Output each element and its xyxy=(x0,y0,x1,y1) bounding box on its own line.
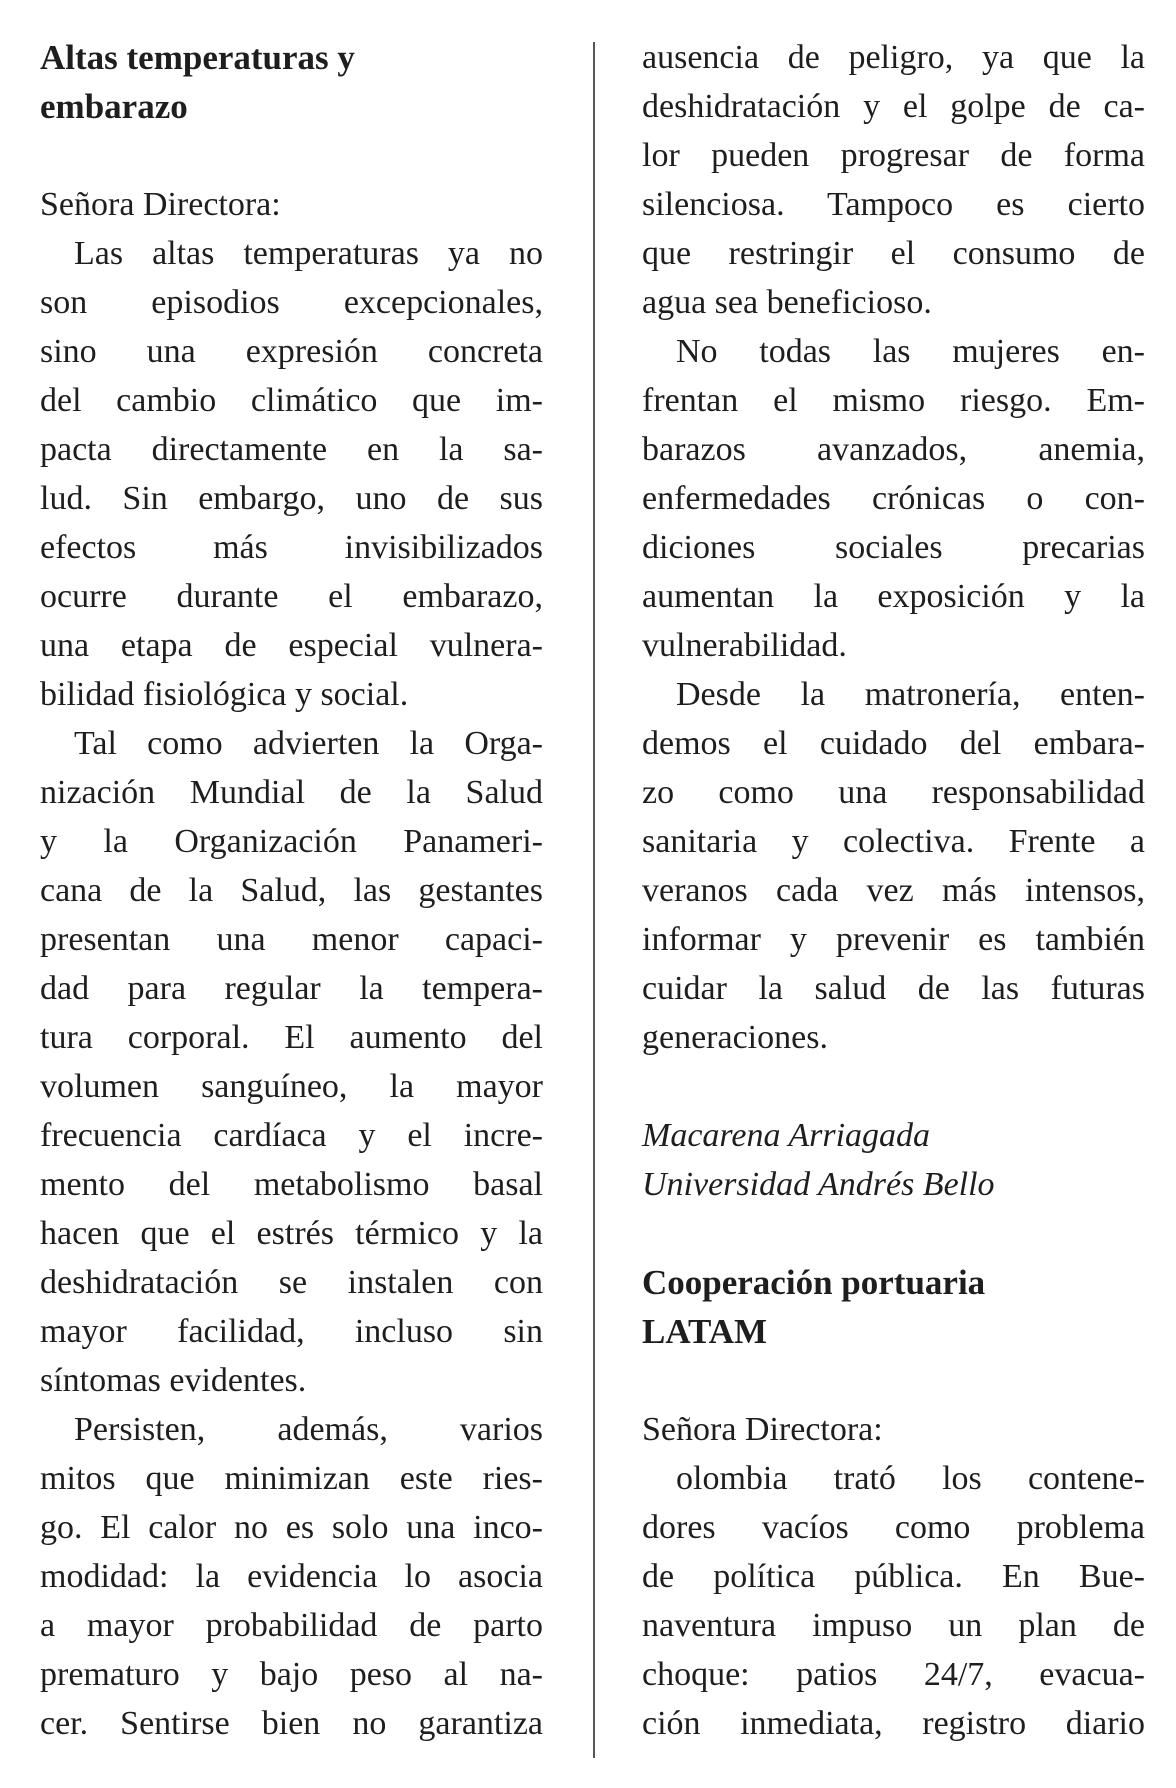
text-line: lud. Sin embargo, uno de sus xyxy=(40,480,543,517)
text-line: cer. Sentirse bien no garantiza xyxy=(40,1705,543,1742)
text-line: ausencia de peligro, ya que la xyxy=(642,39,1145,76)
blank-line xyxy=(642,1062,1145,1111)
text-line: zo como una responsabilidad xyxy=(642,774,1145,811)
right-column xyxy=(642,33,1145,1748)
text-line: presentan una menor capaci- xyxy=(40,921,543,958)
text-line: agua sea beneficioso. xyxy=(642,284,932,321)
letter-headline-line: LATAM xyxy=(642,1312,768,1351)
text-line: lor pueden progresar de forma xyxy=(642,137,1145,174)
text-line: deshidratación y el golpe de ca- xyxy=(642,88,1145,125)
column-divider xyxy=(593,42,595,1758)
text-line: frentan el mismo riesgo. Em- xyxy=(642,382,1145,419)
text-line: veranos cada vez más intensos, xyxy=(642,872,1145,909)
text-line: Tal como advierten la Orga- xyxy=(74,725,543,762)
text-line: cana de la Salud, las gestantes xyxy=(40,872,543,909)
text-line: ocurre durante el embarazo, xyxy=(40,578,543,615)
letter-headline-line: Altas temperaturas y xyxy=(40,38,355,77)
text-line: naventura impuso un plan de xyxy=(642,1607,1145,1644)
text-line: una etapa de especial vulnera- xyxy=(40,627,543,664)
text-line: aumentan la exposición y la xyxy=(642,578,1145,615)
text-line: modidad: la evidencia lo asocia xyxy=(40,1558,543,1595)
text-line: cuidar la salud de las futuras xyxy=(642,970,1145,1007)
text-line: informar y prevenir es también xyxy=(642,921,1145,958)
text-line: bilidad fisiológica y social. xyxy=(40,676,409,713)
text-line: tura corporal. El aumento del xyxy=(40,1019,543,1056)
blank-line xyxy=(642,1356,1145,1405)
text-line: enfermedades crónicas o con- xyxy=(642,480,1145,517)
text-line: Señora Directora: xyxy=(40,186,281,223)
text-line: mento del metabolismo basal xyxy=(40,1166,543,1203)
text-line: deshidratación se instalen con xyxy=(40,1264,543,1301)
text-line: sanitaria y colectiva. Frente a xyxy=(642,823,1145,860)
text-line: y la Organización Panameri- xyxy=(40,823,543,860)
text-line: hacen que el estrés térmico y la xyxy=(40,1215,543,1252)
text-line: frecuencia cardíaca y el incre- xyxy=(40,1117,543,1154)
text-line: diciones sociales precarias xyxy=(642,529,1145,566)
letter-headline-line: Cooperación portuaria xyxy=(642,1263,986,1302)
text-line: pacta directamente en la sa- xyxy=(40,431,543,468)
text-line: son episodios excepcionales, xyxy=(40,284,543,321)
text-line: del cambio climático que im- xyxy=(40,382,543,419)
text-line: olombia trató los contene- xyxy=(676,1460,1145,1497)
text-line: que restringir el consumo de xyxy=(642,235,1145,272)
letter-headline-line: embarazo xyxy=(40,87,188,126)
text-line: silenciosa. Tampoco es cierto xyxy=(642,186,1145,223)
text-line: sino una expresión concreta xyxy=(40,333,543,370)
blank-line xyxy=(40,131,543,180)
text-line: choque: patios 24/7, evacua- xyxy=(642,1656,1145,1693)
text-line: Persisten, además, varios xyxy=(74,1411,543,1448)
text-line: a mayor probabilidad de parto xyxy=(40,1607,543,1644)
text-line: mayor facilidad, incluso sin xyxy=(40,1313,543,1350)
text-line: No todas las mujeres en- xyxy=(676,333,1145,370)
text-line: prematuro y bajo peso al na- xyxy=(40,1656,543,1693)
text-line: Señora Directora: xyxy=(642,1411,883,1448)
text-line: generaciones. xyxy=(642,1019,828,1056)
blank-line xyxy=(642,1209,1145,1258)
text-line: go. El calor no es solo una inco- xyxy=(40,1509,543,1546)
left-column xyxy=(40,33,543,1748)
text-line: dores vacíos como problema xyxy=(642,1509,1145,1546)
text-line: barazos avanzados, anemia, xyxy=(642,431,1145,468)
text-line: efectos más invisibilizados xyxy=(40,529,543,566)
text-line: nización Mundial de la Salud xyxy=(40,774,543,811)
text-line: de política pública. En Bue- xyxy=(642,1558,1145,1595)
text-line: dad para regular la tempera- xyxy=(40,970,543,1007)
signature-line: Macarena Arriagada xyxy=(642,1117,931,1154)
text-line: mitos que minimizan este ries- xyxy=(40,1460,543,1497)
text-line: Desde la matronería, enten- xyxy=(676,676,1145,713)
text-line: síntomas evidentes. xyxy=(40,1362,307,1399)
text-line: vulnerabilidad. xyxy=(642,627,847,664)
text-line: Las altas temperaturas ya no xyxy=(74,235,543,272)
text-line: volumen sanguíneo, la mayor xyxy=(40,1068,543,1105)
text-line: demos el cuidado del embara- xyxy=(642,725,1145,762)
text-line: ción inmediata, registro diario xyxy=(642,1705,1145,1742)
signature-line: Universidad Andrés Bello xyxy=(642,1166,995,1203)
